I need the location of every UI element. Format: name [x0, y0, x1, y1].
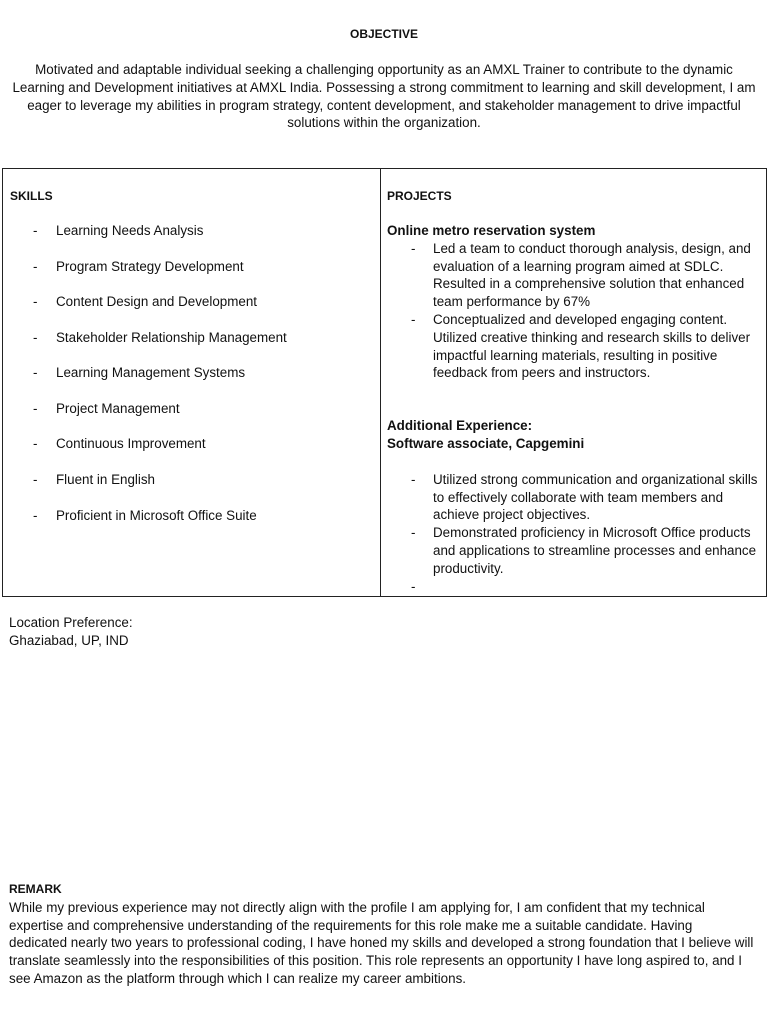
location-label: Location Preference: [9, 615, 133, 630]
list-dash: - [33, 472, 38, 487]
additional-experience-heading: Additional Experience: [387, 418, 533, 434]
skill-item [33, 364, 373, 382]
project-name: Online metro reservation system [387, 223, 596, 238]
skill-label: Learning Management Systems [56, 365, 246, 380]
list-dash: - [33, 294, 38, 309]
list-dash: - [411, 578, 416, 594]
location-preference [9, 614, 133, 650]
experience-bullet [387, 578, 759, 596]
skills-heading: SKILLS [10, 189, 53, 203]
list-dash: - [33, 259, 38, 274]
skill-item [33, 329, 373, 347]
skill-item [33, 222, 373, 240]
list-dash: - [411, 311, 416, 327]
list-dash: - [33, 365, 38, 380]
list-dash: - [33, 401, 38, 416]
skill-item [33, 400, 373, 418]
additional-role: Software associate, Capgemini [387, 435, 585, 451]
skill-label: Project Management [56, 401, 180, 416]
skill-label: Continuous Improvement [56, 436, 206, 451]
skill-item [33, 435, 373, 453]
skill-label: Program Strategy Development [56, 259, 244, 274]
skill-label: Content Design and Development [56, 294, 257, 309]
remark-heading: REMARK [9, 882, 62, 896]
experience-bullet [387, 471, 759, 524]
list-dash: - [33, 436, 38, 451]
list-dash: - [33, 330, 38, 345]
objective-text: Motivated and adaptable individual seeking a challenging opportunity as an AMXL Trainer to contribute to the dynamic Learning and Development initiatives at AMXL India. Possessing a strong commitment to learning and skill development, I am eager to leverage my abilities in program strategy, content development, and stakeholder management to drive impactful solutions within the organization. [12, 62, 756, 131]
list-dash: - [411, 471, 416, 487]
experience-bullet-text: Utilized strong communication and organizational skills to effectively collaborate with team members and achieve project objectives. [433, 471, 758, 523]
projects-content [387, 222, 759, 596]
experience-bullet [387, 524, 759, 577]
remark-section [9, 881, 754, 988]
skill-item [33, 471, 373, 489]
list-dash: - [33, 508, 38, 523]
project-bullet-text: Conceptualized and developed engaging content. Utilized creative thinking and research skills to deliver impactful learning materials, resulting in positive feedback from peers and instructors. [433, 311, 751, 381]
skill-item [33, 293, 373, 311]
skill-label: Learning Needs Analysis [56, 223, 204, 238]
skill-label: Proficient in Microsoft Office Suite [56, 508, 257, 523]
list-dash: - [411, 240, 416, 256]
project-bullet [387, 240, 759, 311]
list-dash: - [33, 223, 38, 238]
list-dash: - [411, 525, 416, 541]
skills-projects-table [2, 168, 767, 597]
skill-item [33, 507, 373, 525]
objective-heading: OBJECTIVE [349, 27, 418, 41]
skill-label: Stakeholder Relationship Management [56, 330, 287, 345]
experience-bullet-text: Demonstrated proficiency in Microsoft Office products and applications to streamline processes and enhance productivity. [433, 525, 757, 576]
project-bullet-text: Led a team to conduct thorough analysis, design, and evaluation of a learning program aimed at SDLC. Resulted in a comprehensive solution that enhanced team performance by 67% [433, 240, 751, 310]
skill-item [33, 258, 373, 276]
skill-label: Fluent in English [56, 472, 155, 487]
column-divider [380, 169, 381, 596]
remark-text: While my previous experience may not directly align with the profile I am applying for, I am confident that my technical expertise and comprehensive understanding of the requirements for this role make me a suitable candidate. Having dedicated nearly two years to professional coding, I have honed my skills and developed a strong foundation that I believe will translate seamlessly into the responsibilities of this position. This role represents an opportunity I have long aspired to, and I see Amazon as the platform through which I can realize my career ambitions. [9, 899, 754, 986]
project-bullet [387, 311, 759, 382]
location-value: Ghaziabad, UP, IND [9, 632, 129, 648]
projects-heading: PROJECTS [387, 189, 452, 203]
